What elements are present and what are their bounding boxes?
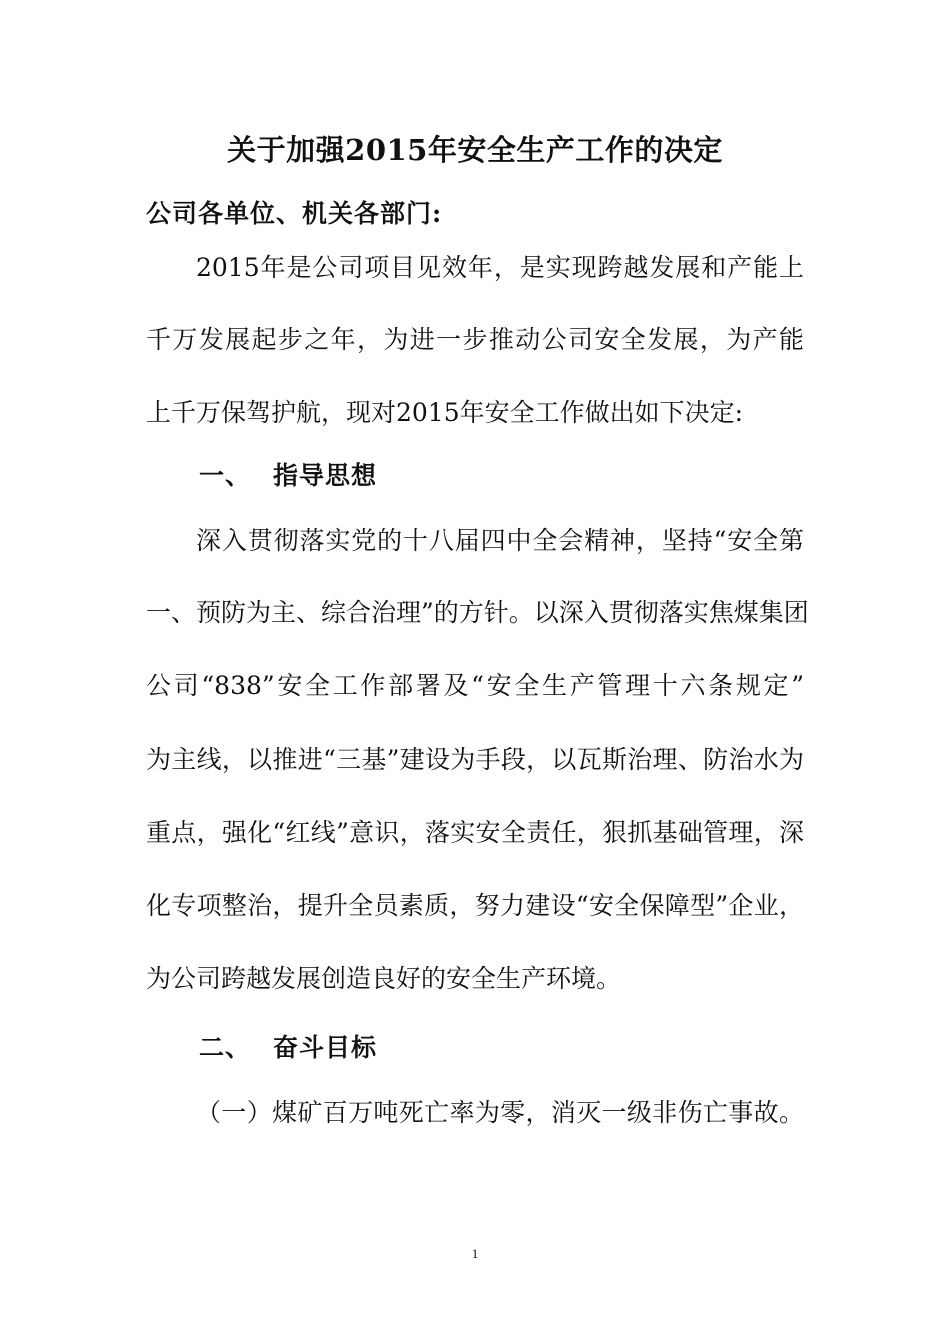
page-number: 1 (471, 1246, 479, 1261)
section-number: 二、 (199, 1033, 252, 1062)
intro-line: 千万发展起步之年，为进一步推动公司安全发展，为产能 (146, 325, 804, 354)
paragraph-line: 为公司跨越发展创造良好的安全生产环境。 (146, 964, 622, 993)
paragraph-line: 一、预防为主、综合治理”的方针。以深入贯彻落实焦煤集团 (146, 598, 809, 627)
paragraph-line: 为主线，以推进“三基”建设为手段，以瓦斯治理、防治水为 (146, 745, 804, 774)
paragraph-line: 化专项整治，提升全员素质，努力建设“安全保障型”企业， (146, 891, 804, 920)
paragraph-line: （一）煤矿百万吨死亡率为零，消灭一级非伤亡事故。 (196, 1098, 804, 1127)
salutation: 公司各单位、机关各部门: (146, 199, 443, 228)
paragraph-line: 重点，强化“红线”意识，落实安全责任，狠抓基础管理，深 (146, 818, 804, 847)
paragraph-line: 公司“838”安全工作部署及“安全生产管理十六条规定” (146, 671, 804, 700)
paragraph-line: 深入贯彻落实党的十八届四中全会精神，坚持“安全第 (196, 526, 804, 555)
section-number: 一、 (199, 461, 252, 490)
section-heading-1 (199, 456, 377, 496)
section-heading-text: 指导思想 (273, 461, 378, 490)
intro-line: 上千万保驾护航，现对2015年安全工作做出如下决定: (146, 398, 744, 427)
section-heading-2 (199, 1028, 377, 1068)
intro-line: 2015年是公司项目见效年，是实现跨越发展和产能上 (196, 253, 804, 282)
document-title: 关于加强2015年安全生产工作的决定 (227, 133, 723, 167)
section-heading-text: 奋斗目标 (273, 1033, 378, 1062)
